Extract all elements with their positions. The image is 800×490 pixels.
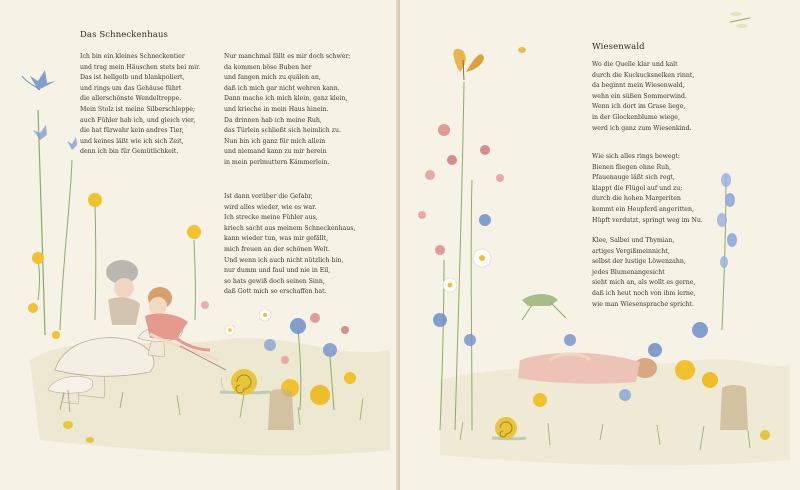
poem-line: da beginnt mein Wiesenwald, [592, 82, 685, 90]
poem-line: Pfauenauge läßt sich regt, [592, 174, 675, 182]
poem-line: da kommen böse Buben her [224, 63, 312, 71]
poem-line: das Türlein schließt sich heimlich zu. [224, 127, 341, 135]
bee-icon [518, 47, 526, 53]
poem-line: Ist dann vorüber die Gefahr, [224, 193, 313, 200]
dandelion-icon [32, 252, 44, 300]
poem-line: durch die Kuckucksnelken rinnt, [592, 71, 695, 79]
poem-line: jedes Blumenangesicht [592, 268, 665, 276]
poem-stanza-1 [592, 60, 694, 134]
poem-line: nur dumm und faul und nie in Eil, [224, 267, 331, 275]
poem-line: und krieche in mein Haus hinein. [224, 105, 329, 113]
poem-line: und keines läßt wie ich sich Zeit, [80, 137, 184, 145]
poem-line: Klee, Salbei und Thymian, [592, 237, 675, 244]
poem-line: Wenn ich dort im Grase liege, [592, 103, 686, 111]
dandelion-icon [88, 193, 102, 320]
poem-line: kann wieder tun, was mir gefällt, [224, 235, 329, 243]
poem-line: in mein perlmuttern Kämmerlein. [224, 158, 330, 166]
poem-line: wehn ein süßen Sommerwind. [592, 92, 687, 100]
tree-stump [720, 385, 748, 430]
poem-line: wie man Wiesensprache spricht. [592, 300, 694, 308]
poem-line: wird alles wieder, wie es war. [224, 203, 317, 211]
poem-line: durch die hohen Margeriten [592, 195, 681, 203]
poem-line: selbst der lustige Löwenzahn, [592, 258, 686, 266]
tree-stump [268, 389, 294, 430]
snail-icon [760, 430, 770, 440]
poem-line: so hats gewiß doch seinen Sinn, [224, 277, 325, 285]
poem-line: und niemand kann zu mir herein [224, 148, 327, 156]
poem-line: die hat fürwahr kein andres Tier, [80, 127, 184, 135]
poem-line: Da drinnen hab ich meine Ruh, [224, 116, 322, 124]
child-icon [106, 260, 140, 325]
poem-line: und trag mein Häuschen stets bei mir. [80, 63, 201, 71]
poem-line: daß Gott mich so erschaffen hat. [224, 288, 327, 296]
poem-line: kriech sacht aus meinem Schneckenhaus, [224, 224, 356, 232]
poem-line: Hüpft verdutzt, springt weg im Nu. [592, 216, 703, 224]
poem-line: auch Fühler hab ich, und gleich vier, [80, 116, 196, 124]
bluebell-icon [60, 137, 77, 330]
poem-line: daß ich mich gar nicht wehren kann. [224, 84, 340, 92]
poem-line: Dann mache ich mich klein, ganz klein, [224, 95, 348, 103]
bluebell-icon [717, 173, 737, 330]
poem-line: denn ich bin für Gemütlichkeit. [80, 148, 179, 156]
poem-line: artiges Vergißmeinnicht, [592, 247, 670, 255]
poem-column-2b [224, 192, 355, 298]
grasshopper-icon [522, 294, 566, 320]
poem-line: klappt die Flügel auf und zu; [592, 184, 683, 192]
poem-column-2a [224, 52, 351, 169]
poem-line: Ich strecke meine Fühler aus, [224, 214, 318, 222]
poem-line: Und wenn ich auch nicht nützlich bin, [224, 256, 344, 264]
dandelion-icon [187, 225, 201, 320]
poem-line: daß ich heut noch von ihm lerne, [592, 289, 696, 297]
poem-line: kommt ein Heupferd angeritten, [592, 205, 694, 213]
poem-line: und fangen mich zu quälen an, [224, 74, 321, 82]
poem-stanza-3 [592, 236, 696, 310]
poem-line: Wie sich alles rings bewegt: [592, 153, 681, 160]
poem-stanza-2 [592, 152, 703, 226]
page-title: Das Schneckenhaus [80, 30, 169, 40]
butterfly-icon [453, 49, 484, 80]
poem-line: Ich bin ein kleines Schneckentier [80, 53, 185, 60]
poem-line: Das ist hellgelb und blankpoliert, [80, 74, 185, 82]
sleeping-child-icon [518, 353, 657, 384]
poem-line: Mein Stolz ist meine Silberschleppe; [80, 105, 196, 113]
poem-line: Nur manchmal fällt es mir doch schwer; [224, 53, 351, 60]
right-page [400, 0, 800, 490]
poem-line: Nun bin ich ganz für mich allein [224, 137, 326, 145]
poem-column-1 [80, 52, 200, 158]
poem-line: in der Glockenblume wiege, [592, 113, 680, 121]
poem-line: sieht mich an, als wollt es gerne, [592, 279, 696, 287]
daisy-icon [443, 249, 491, 292]
poem-line: mich freuen an der schönen Welt. [224, 245, 330, 253]
dragonfly-icon [730, 12, 750, 28]
poem-line: Bienen fliegen ohne Ruh, [592, 163, 672, 171]
daisy-icon [225, 309, 271, 335]
poem-line: werd ich ganz zum Wiesenkind. [592, 124, 692, 132]
poem-line: und rings um das Gehäuse führt [80, 84, 182, 92]
page-title: Wiesenwald [592, 42, 645, 52]
poem-line: die allerschönste Wendeltreppe. [80, 95, 182, 103]
poem-line: Wo die Quelle klar und kalt [592, 61, 678, 68]
